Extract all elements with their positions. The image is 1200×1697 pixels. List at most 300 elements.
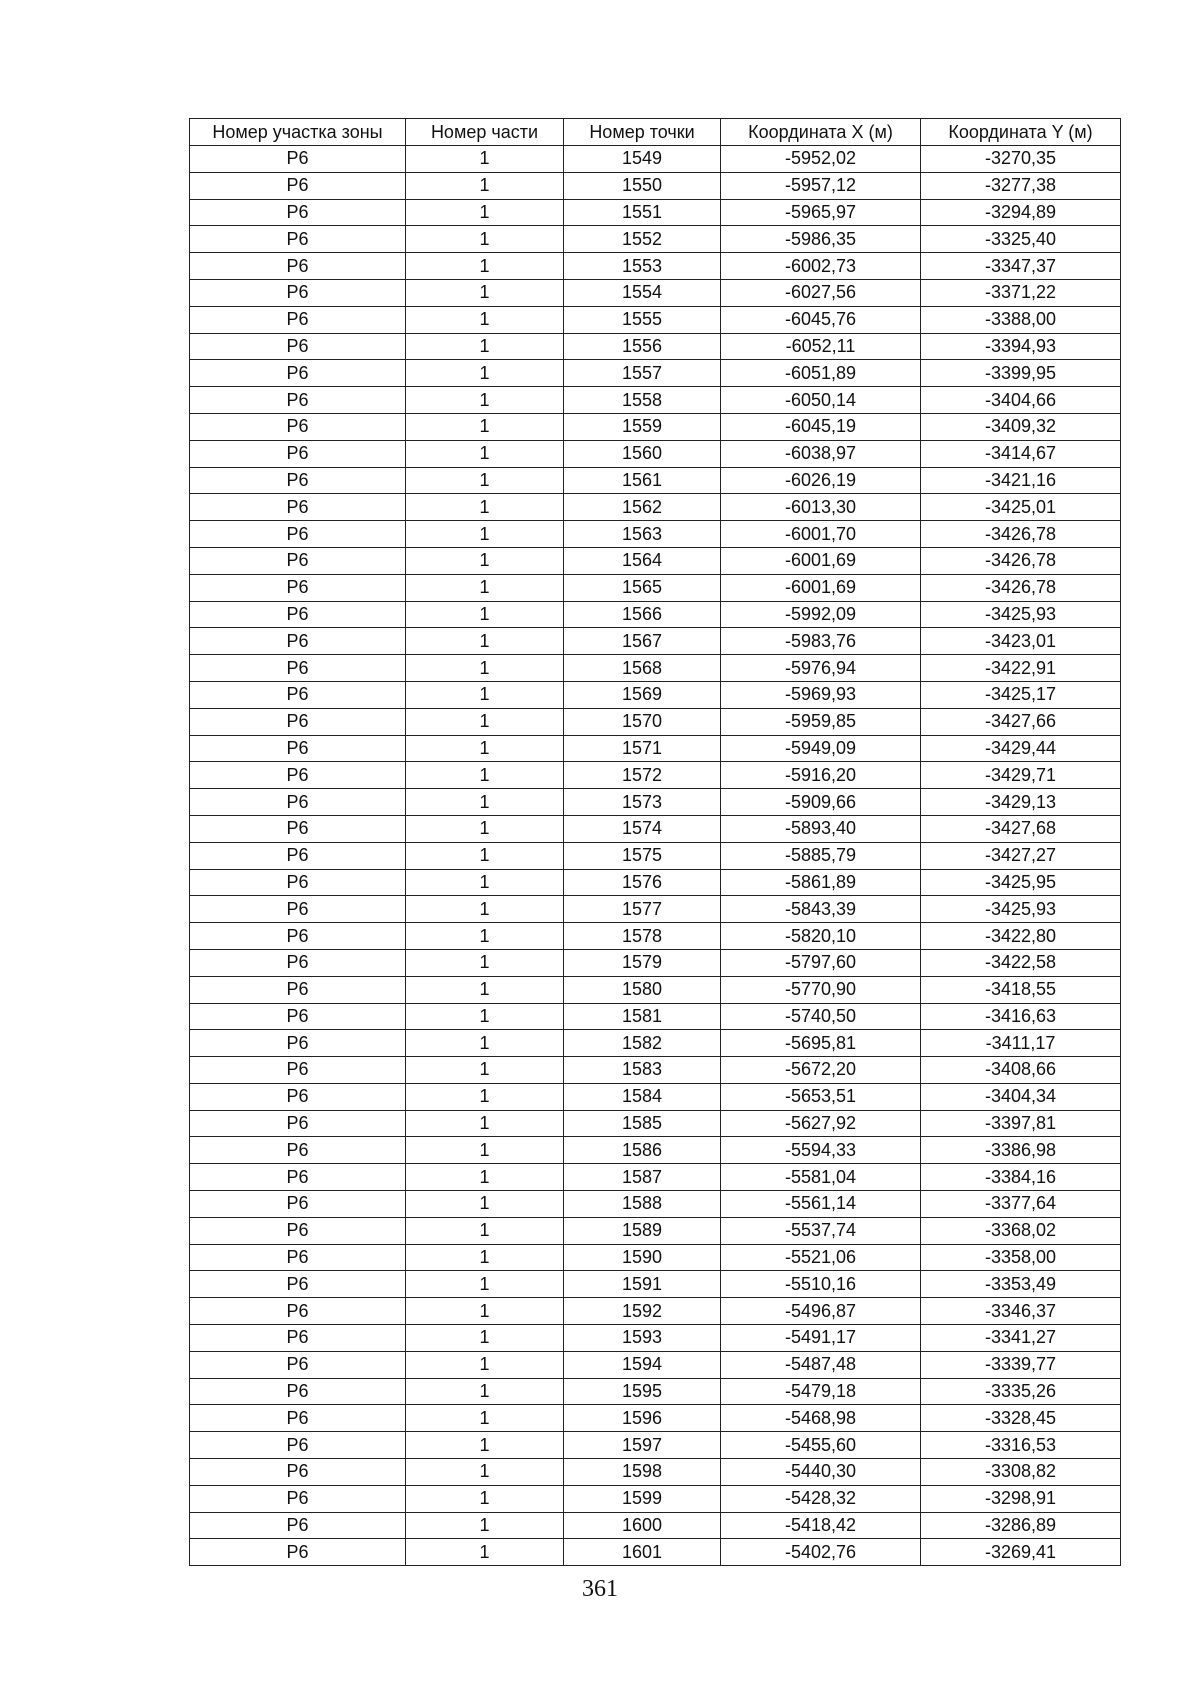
cell-zone-section: Р6 (190, 1110, 406, 1137)
cell-part-number: 1 (406, 923, 564, 950)
cell-zone-section: Р6 (190, 1057, 406, 1084)
cell-coordinate-y: -3399,95 (921, 360, 1121, 387)
cell-coordinate-x: -6051,89 (721, 360, 921, 387)
header-point-number: Номер точки (564, 119, 721, 146)
cell-point-number: 1596 (564, 1405, 721, 1432)
table-row (190, 1351, 1121, 1378)
table-body (190, 146, 1121, 1566)
cell-part-number: 1 (406, 896, 564, 923)
cell-point-number: 1551 (564, 199, 721, 226)
cell-zone-section: Р6 (190, 1459, 406, 1486)
cell-zone-section: Р6 (190, 1351, 406, 1378)
cell-zone-section: Р6 (190, 1003, 406, 1030)
cell-coordinate-x: -5861,89 (721, 869, 921, 896)
cell-coordinate-y: -3427,68 (921, 815, 1121, 842)
cell-part-number: 1 (406, 1459, 564, 1486)
table-row (190, 762, 1121, 789)
cell-coordinate-y: -3429,71 (921, 762, 1121, 789)
cell-part-number: 1 (406, 1191, 564, 1218)
cell-coordinate-y: -3423,01 (921, 628, 1121, 655)
cell-zone-section: Р6 (190, 1325, 406, 1352)
cell-point-number: 1570 (564, 708, 721, 735)
cell-coordinate-x: -6001,69 (721, 547, 921, 574)
cell-coordinate-x: -5672,20 (721, 1057, 921, 1084)
cell-coordinate-y: -3386,98 (921, 1137, 1121, 1164)
cell-part-number: 1 (406, 1003, 564, 1030)
cell-coordinate-x: -6013,30 (721, 494, 921, 521)
cell-coordinate-y: -3347,37 (921, 253, 1121, 280)
cell-point-number: 1555 (564, 306, 721, 333)
cell-zone-section: Р6 (190, 1244, 406, 1271)
cell-point-number: 1595 (564, 1378, 721, 1405)
cell-coordinate-y: -3426,78 (921, 574, 1121, 601)
cell-part-number: 1 (406, 1217, 564, 1244)
table-row (190, 547, 1121, 574)
cell-point-number: 1559 (564, 413, 721, 440)
cell-coordinate-y: -3388,00 (921, 306, 1121, 333)
cell-part-number: 1 (406, 1137, 564, 1164)
table-row (190, 869, 1121, 896)
cell-zone-section: Р6 (190, 547, 406, 574)
cell-zone-section: Р6 (190, 1298, 406, 1325)
cell-point-number: 1554 (564, 279, 721, 306)
table-row (190, 226, 1121, 253)
table-row (190, 1432, 1121, 1459)
cell-zone-section: Р6 (190, 681, 406, 708)
cell-point-number: 1591 (564, 1271, 721, 1298)
cell-zone-section: Р6 (190, 842, 406, 869)
cell-point-number: 1582 (564, 1030, 721, 1057)
cell-coordinate-x: -6001,70 (721, 521, 921, 548)
cell-part-number: 1 (406, 976, 564, 1003)
cell-coordinate-x: -5455,60 (721, 1432, 921, 1459)
cell-coordinate-x: -5952,02 (721, 146, 921, 173)
table-row (190, 467, 1121, 494)
cell-coordinate-x: -5843,39 (721, 896, 921, 923)
cell-coordinate-y: -3308,82 (921, 1459, 1121, 1486)
cell-zone-section: Р6 (190, 172, 406, 199)
table-row (190, 976, 1121, 1003)
cell-coordinate-x: -5581,04 (721, 1164, 921, 1191)
cell-zone-section: Р6 (190, 306, 406, 333)
cell-point-number: 1588 (564, 1191, 721, 1218)
cell-zone-section: Р6 (190, 1271, 406, 1298)
cell-coordinate-y: -3286,89 (921, 1512, 1121, 1539)
cell-part-number: 1 (406, 440, 564, 467)
cell-coordinate-x: -5740,50 (721, 1003, 921, 1030)
cell-coordinate-x: -5957,12 (721, 172, 921, 199)
cell-zone-section: Р6 (190, 1137, 406, 1164)
cell-part-number: 1 (406, 1405, 564, 1432)
cell-part-number: 1 (406, 1539, 564, 1566)
cell-point-number: 1584 (564, 1083, 721, 1110)
cell-point-number: 1574 (564, 815, 721, 842)
table-row (190, 413, 1121, 440)
cell-point-number: 1561 (564, 467, 721, 494)
cell-point-number: 1581 (564, 1003, 721, 1030)
table-row (190, 1083, 1121, 1110)
cell-part-number: 1 (406, 1378, 564, 1405)
cell-part-number: 1 (406, 842, 564, 869)
cell-coordinate-y: -3384,16 (921, 1164, 1121, 1191)
cell-part-number: 1 (406, 1512, 564, 1539)
cell-point-number: 1566 (564, 601, 721, 628)
coordinates-table (189, 118, 1121, 1566)
cell-point-number: 1557 (564, 360, 721, 387)
cell-zone-section: Р6 (190, 976, 406, 1003)
cell-coordinate-y: -3394,93 (921, 333, 1121, 360)
cell-point-number: 1564 (564, 547, 721, 574)
header-coordinate-y: Координата Y (м) (921, 119, 1121, 146)
cell-coordinate-y: -3298,91 (921, 1485, 1121, 1512)
cell-coordinate-x: -6001,69 (721, 574, 921, 601)
cell-point-number: 1567 (564, 628, 721, 655)
cell-coordinate-x: -5965,97 (721, 199, 921, 226)
cell-zone-section: Р6 (190, 253, 406, 280)
cell-coordinate-x: -5949,09 (721, 735, 921, 762)
cell-part-number: 1 (406, 601, 564, 628)
cell-zone-section: Р6 (190, 601, 406, 628)
page-number: 361 (582, 1576, 618, 1602)
table-row (190, 521, 1121, 548)
cell-point-number: 1592 (564, 1298, 721, 1325)
cell-point-number: 1571 (564, 735, 721, 762)
cell-part-number: 1 (406, 1244, 564, 1271)
cell-point-number: 1594 (564, 1351, 721, 1378)
cell-coordinate-x: -5440,30 (721, 1459, 921, 1486)
cell-coordinate-x: -5986,35 (721, 226, 921, 253)
cell-coordinate-x: -6045,76 (721, 306, 921, 333)
cell-coordinate-y: -3422,91 (921, 655, 1121, 682)
cell-part-number: 1 (406, 172, 564, 199)
cell-zone-section: Р6 (190, 789, 406, 816)
cell-zone-section: Р6 (190, 1191, 406, 1218)
cell-zone-section: Р6 (190, 1539, 406, 1566)
cell-point-number: 1573 (564, 789, 721, 816)
cell-zone-section: Р6 (190, 333, 406, 360)
cell-coordinate-y: -3409,32 (921, 413, 1121, 440)
cell-zone-section: Р6 (190, 1485, 406, 1512)
cell-coordinate-x: -5594,33 (721, 1137, 921, 1164)
cell-point-number: 1568 (564, 655, 721, 682)
cell-coordinate-x: -5983,76 (721, 628, 921, 655)
table-row (190, 494, 1121, 521)
cell-zone-section: Р6 (190, 199, 406, 226)
cell-coordinate-x: -5479,18 (721, 1378, 921, 1405)
cell-coordinate-y: -3277,38 (921, 172, 1121, 199)
cell-part-number: 1 (406, 789, 564, 816)
cell-coordinate-y: -3425,01 (921, 494, 1121, 521)
cell-point-number: 1590 (564, 1244, 721, 1271)
table-row (190, 333, 1121, 360)
cell-zone-section: Р6 (190, 279, 406, 306)
cell-coordinate-x: -5627,92 (721, 1110, 921, 1137)
cell-coordinate-y: -3358,00 (921, 1244, 1121, 1271)
cell-coordinate-y: -3422,80 (921, 923, 1121, 950)
table-row (190, 1459, 1121, 1486)
cell-part-number: 1 (406, 1083, 564, 1110)
table-row (190, 735, 1121, 762)
table-row (190, 440, 1121, 467)
cell-coordinate-y: -3421,16 (921, 467, 1121, 494)
table-row (190, 1217, 1121, 1244)
cell-zone-section: Р6 (190, 762, 406, 789)
cell-coordinate-x: -6038,97 (721, 440, 921, 467)
table-row (190, 1244, 1121, 1271)
cell-part-number: 1 (406, 1325, 564, 1352)
table-row (190, 253, 1121, 280)
cell-part-number: 1 (406, 387, 564, 414)
cell-zone-section: Р6 (190, 521, 406, 548)
cell-coordinate-y: -3416,63 (921, 1003, 1121, 1030)
cell-zone-section: Р6 (190, 226, 406, 253)
cell-coordinate-x: -5976,94 (721, 655, 921, 682)
cell-coordinate-y: -3429,13 (921, 789, 1121, 816)
table-row (190, 628, 1121, 655)
cell-zone-section: Р6 (190, 467, 406, 494)
cell-part-number: 1 (406, 306, 564, 333)
cell-point-number: 1558 (564, 387, 721, 414)
cell-point-number: 1552 (564, 226, 721, 253)
table-row (190, 1030, 1121, 1057)
cell-point-number: 1553 (564, 253, 721, 280)
cell-part-number: 1 (406, 1271, 564, 1298)
cell-coordinate-y: -3414,67 (921, 440, 1121, 467)
table-row (190, 1057, 1121, 1084)
cell-coordinate-y: -3427,27 (921, 842, 1121, 869)
cell-zone-section: Р6 (190, 1432, 406, 1459)
cell-point-number: 1599 (564, 1485, 721, 1512)
header-coordinate-x: Координата X (м) (721, 119, 921, 146)
cell-coordinate-y: -3325,40 (921, 226, 1121, 253)
cell-coordinate-y: -3404,66 (921, 387, 1121, 414)
cell-zone-section: Р6 (190, 896, 406, 923)
cell-part-number: 1 (406, 253, 564, 280)
cell-coordinate-y: -3346,37 (921, 1298, 1121, 1325)
cell-zone-section: Р6 (190, 413, 406, 440)
cell-part-number: 1 (406, 574, 564, 601)
cell-part-number: 1 (406, 226, 564, 253)
cell-coordinate-y: -3316,53 (921, 1432, 1121, 1459)
cell-zone-section: Р6 (190, 440, 406, 467)
cell-part-number: 1 (406, 1164, 564, 1191)
cell-zone-section: Р6 (190, 1217, 406, 1244)
cell-coordinate-y: -3353,49 (921, 1271, 1121, 1298)
cell-coordinate-y: -3328,45 (921, 1405, 1121, 1432)
cell-point-number: 1585 (564, 1110, 721, 1137)
cell-part-number: 1 (406, 1030, 564, 1057)
cell-zone-section: Р6 (190, 628, 406, 655)
table-row (190, 279, 1121, 306)
cell-point-number: 1572 (564, 762, 721, 789)
cell-point-number: 1587 (564, 1164, 721, 1191)
cell-coordinate-y: -3397,81 (921, 1110, 1121, 1137)
cell-zone-section: Р6 (190, 146, 406, 173)
cell-point-number: 1583 (564, 1057, 721, 1084)
cell-coordinate-x: -5537,74 (721, 1217, 921, 1244)
table-row (190, 1191, 1121, 1218)
cell-point-number: 1589 (564, 1217, 721, 1244)
cell-coordinate-x: -6027,56 (721, 279, 921, 306)
cell-coordinate-x: -5496,87 (721, 1298, 921, 1325)
table-row (190, 199, 1121, 226)
table-row (190, 842, 1121, 869)
cell-part-number: 1 (406, 949, 564, 976)
cell-point-number: 1578 (564, 923, 721, 950)
cell-coordinate-x: -5695,81 (721, 1030, 921, 1057)
cell-point-number: 1579 (564, 949, 721, 976)
table-row (190, 360, 1121, 387)
cell-zone-section: Р6 (190, 1405, 406, 1432)
table-row (190, 949, 1121, 976)
table-row (190, 815, 1121, 842)
table-row (190, 1539, 1121, 1566)
table-row (190, 306, 1121, 333)
cell-zone-section: Р6 (190, 1512, 406, 1539)
cell-coordinate-y: -3411,17 (921, 1030, 1121, 1057)
table-row (190, 1378, 1121, 1405)
cell-coordinate-y: -3425,95 (921, 869, 1121, 896)
cell-point-number: 1597 (564, 1432, 721, 1459)
cell-point-number: 1600 (564, 1512, 721, 1539)
cell-part-number: 1 (406, 735, 564, 762)
cell-coordinate-y: -3371,22 (921, 279, 1121, 306)
cell-point-number: 1569 (564, 681, 721, 708)
table-row (190, 708, 1121, 735)
header-part-number: Номер части (406, 119, 564, 146)
table-row (190, 1405, 1121, 1432)
cell-part-number: 1 (406, 1351, 564, 1378)
cell-coordinate-y: -3418,55 (921, 976, 1121, 1003)
cell-point-number: 1593 (564, 1325, 721, 1352)
cell-coordinate-x: -5969,93 (721, 681, 921, 708)
cell-zone-section: Р6 (190, 387, 406, 414)
cell-coordinate-y: -3427,66 (921, 708, 1121, 735)
table-row (190, 1271, 1121, 1298)
cell-part-number: 1 (406, 279, 564, 306)
cell-coordinate-x: -5797,60 (721, 949, 921, 976)
cell-coordinate-y: -3429,44 (921, 735, 1121, 762)
cell-part-number: 1 (406, 467, 564, 494)
table-row (190, 655, 1121, 682)
cell-part-number: 1 (406, 360, 564, 387)
cell-coordinate-y: -3368,02 (921, 1217, 1121, 1244)
cell-coordinate-y: -3408,66 (921, 1057, 1121, 1084)
cell-part-number: 1 (406, 494, 564, 521)
table-row (190, 574, 1121, 601)
cell-coordinate-x: -6045,19 (721, 413, 921, 440)
table-row (190, 387, 1121, 414)
cell-coordinate-y: -3425,93 (921, 601, 1121, 628)
cell-part-number: 1 (406, 146, 564, 173)
cell-part-number: 1 (406, 869, 564, 896)
cell-point-number: 1598 (564, 1459, 721, 1486)
cell-zone-section: Р6 (190, 1030, 406, 1057)
cell-coordinate-y: -3341,27 (921, 1325, 1121, 1352)
cell-point-number: 1550 (564, 172, 721, 199)
cell-point-number: 1556 (564, 333, 721, 360)
cell-point-number: 1601 (564, 1539, 721, 1566)
cell-coordinate-x: -5428,32 (721, 1485, 921, 1512)
cell-zone-section: Р6 (190, 360, 406, 387)
cell-coordinate-x: -5487,48 (721, 1351, 921, 1378)
cell-part-number: 1 (406, 199, 564, 226)
cell-coordinate-x: -5909,66 (721, 789, 921, 816)
table-row (190, 172, 1121, 199)
cell-part-number: 1 (406, 1432, 564, 1459)
cell-coordinate-x: -6002,73 (721, 253, 921, 280)
cell-coordinate-x: -5916,20 (721, 762, 921, 789)
cell-coordinate-x: -5402,76 (721, 1539, 921, 1566)
cell-coordinate-x: -5510,16 (721, 1271, 921, 1298)
cell-part-number: 1 (406, 628, 564, 655)
cell-part-number: 1 (406, 1057, 564, 1084)
cell-point-number: 1575 (564, 842, 721, 869)
cell-zone-section: Р6 (190, 1378, 406, 1405)
cell-zone-section: Р6 (190, 815, 406, 842)
cell-coordinate-y: -3426,78 (921, 521, 1121, 548)
cell-part-number: 1 (406, 413, 564, 440)
cell-point-number: 1576 (564, 869, 721, 896)
cell-coordinate-x: -5770,90 (721, 976, 921, 1003)
cell-coordinate-x: -5561,14 (721, 1191, 921, 1218)
cell-coordinate-x: -5820,10 (721, 923, 921, 950)
cell-part-number: 1 (406, 815, 564, 842)
cell-zone-section: Р6 (190, 494, 406, 521)
table-row (190, 1164, 1121, 1191)
cell-zone-section: Р6 (190, 949, 406, 976)
cell-coordinate-y: -3269,41 (921, 1539, 1121, 1566)
cell-coordinate-y: -3377,64 (921, 1191, 1121, 1218)
table-row (190, 1325, 1121, 1352)
table-row (190, 1003, 1121, 1030)
cell-zone-section: Р6 (190, 1164, 406, 1191)
table-row (190, 896, 1121, 923)
table-row (190, 789, 1121, 816)
cell-zone-section: Р6 (190, 1083, 406, 1110)
cell-coordinate-x: -5885,79 (721, 842, 921, 869)
table-header (190, 119, 1121, 146)
table-header-row (190, 119, 1121, 146)
cell-point-number: 1563 (564, 521, 721, 548)
cell-coordinate-x: -5468,98 (721, 1405, 921, 1432)
cell-coordinate-y: -3339,77 (921, 1351, 1121, 1378)
cell-coordinate-x: -5653,51 (721, 1083, 921, 1110)
cell-coordinate-y: -3425,17 (921, 681, 1121, 708)
cell-part-number: 1 (406, 521, 564, 548)
table-row (190, 1110, 1121, 1137)
cell-coordinate-x: -5491,17 (721, 1325, 921, 1352)
cell-coordinate-x: -5418,42 (721, 1512, 921, 1539)
table-row (190, 601, 1121, 628)
cell-coordinate-y: -3425,93 (921, 896, 1121, 923)
table-row (190, 1137, 1121, 1164)
cell-point-number: 1549 (564, 146, 721, 173)
cell-coordinate-x: -5959,85 (721, 708, 921, 735)
table-row (190, 681, 1121, 708)
cell-coordinate-x: -5893,40 (721, 815, 921, 842)
cell-point-number: 1586 (564, 1137, 721, 1164)
cell-part-number: 1 (406, 1110, 564, 1137)
cell-part-number: 1 (406, 333, 564, 360)
cell-point-number: 1560 (564, 440, 721, 467)
cell-coordinate-y: -3426,78 (921, 547, 1121, 574)
cell-coordinate-y: -3270,35 (921, 146, 1121, 173)
cell-zone-section: Р6 (190, 574, 406, 601)
cell-zone-section: Р6 (190, 869, 406, 896)
cell-part-number: 1 (406, 1298, 564, 1325)
cell-zone-section: Р6 (190, 923, 406, 950)
